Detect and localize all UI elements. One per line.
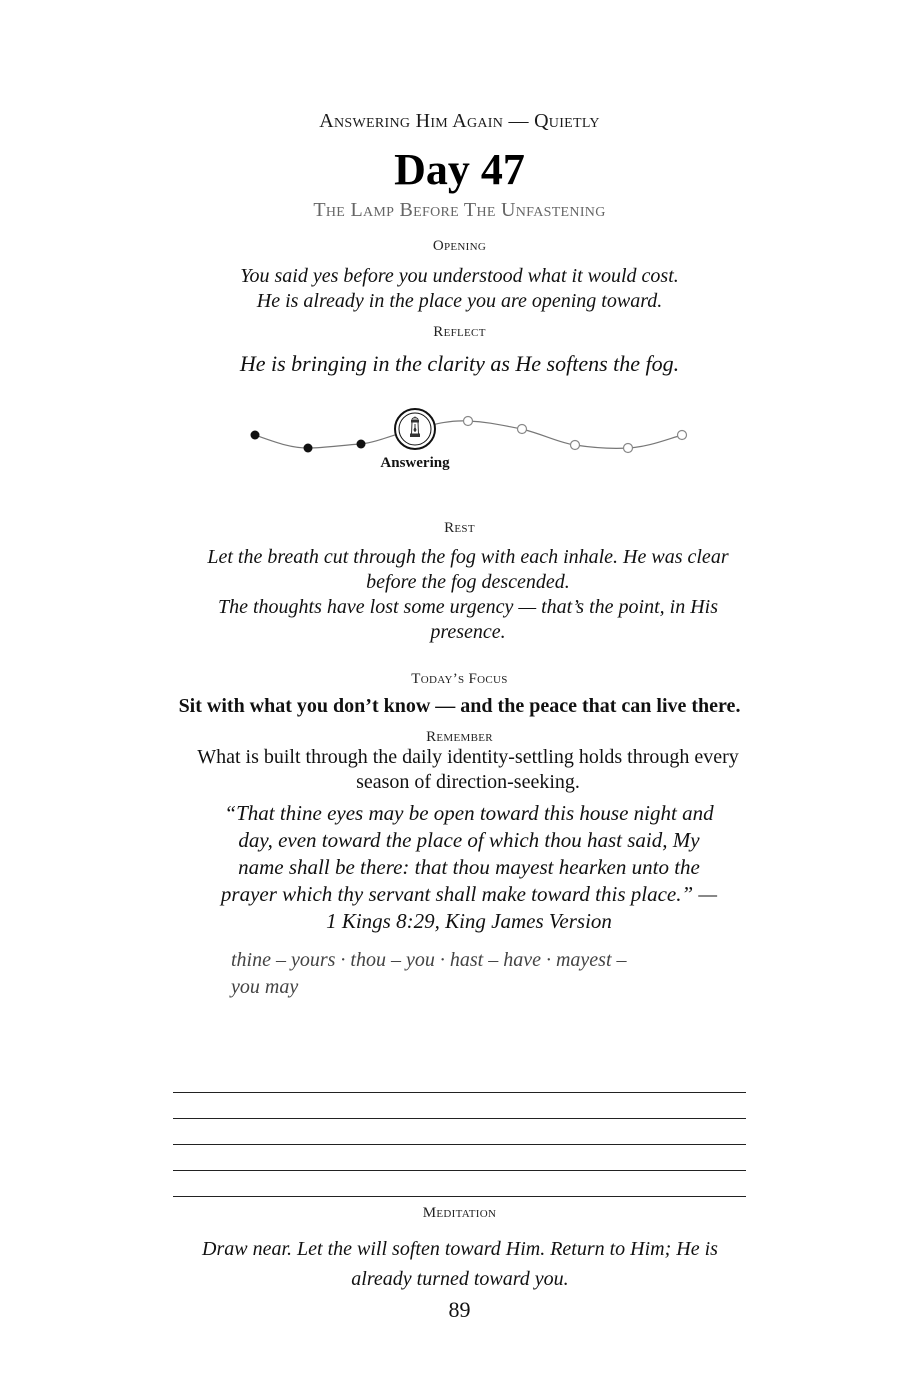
opening-text [0, 264, 919, 314]
page-number: 89 [448, 1297, 471, 1322]
rest-paragraph-2: The thoughts have lost some urgency — that’s the point, in His presence. [218, 596, 718, 643]
day-title: Day 47 [394, 145, 525, 194]
remember-text: What is built through the daily identity-settling holds through every season of direction-seeking. [197, 746, 739, 793]
rest-label: Rest [444, 520, 475, 536]
journal-line[interactable] [173, 1092, 746, 1093]
journal-line[interactable] [173, 1118, 746, 1119]
path-stop-upcoming [518, 425, 527, 434]
opening-line-1: You said yes before you understood what it would cost. [240, 265, 679, 287]
rest-paragraph-1: Let the breath cut through the fog with each inhale. He was clear before the fog descended. [207, 546, 729, 593]
reflect-text: He is bringing in the clarity as He softens the fog. [239, 351, 680, 376]
path-stop-current [395, 409, 435, 449]
scripture-verse: “That thine eyes may be open toward this house night and day, even toward the place of which thou hast said, My name shall be there: that thou mayest hearken unto the prayer which thy servant shall make toward this place.” — 1 Kings 8:29, King James Version [220, 801, 718, 933]
focus-text: Sit with what you don’t know — and the peace that can live there. [178, 695, 741, 717]
path-stop-completed [251, 431, 260, 440]
current-stop-label: Answering [380, 455, 450, 471]
path-stop-upcoming [624, 444, 633, 453]
focus-label: Today’s Focus [411, 671, 508, 687]
meditation-text: Draw near. Let the will soften toward Him. Return to Him; He is already turned toward you. [202, 1238, 718, 1290]
lantern-icon [411, 417, 420, 437]
remember-label: Remember [426, 729, 493, 745]
journal-line[interactable] [173, 1144, 746, 1145]
meditation-label: Meditation [422, 1205, 497, 1221]
progress-path [0, 395, 919, 480]
reflect-label: Reflect [433, 324, 486, 340]
opening-label: Opening [432, 238, 487, 254]
journal-line[interactable] [173, 1170, 746, 1171]
path-stop-upcoming [678, 431, 687, 440]
opening-line-2: He is already in the place you are opening toward. [256, 290, 663, 312]
rest-text [190, 545, 746, 645]
series-title: Answering Him Again — Quietly [319, 110, 600, 132]
journal-line[interactable] [173, 1196, 746, 1197]
path-stop-upcoming [464, 417, 473, 426]
path-stop-completed [304, 444, 313, 453]
path-stop-upcoming [571, 441, 580, 450]
day-subtitle: The Lamp Before The Unfastening [313, 199, 606, 221]
glossary: thine – yours · thou – you · hast – have · mayest – you may [231, 949, 627, 998]
path-stop-completed [357, 440, 366, 449]
